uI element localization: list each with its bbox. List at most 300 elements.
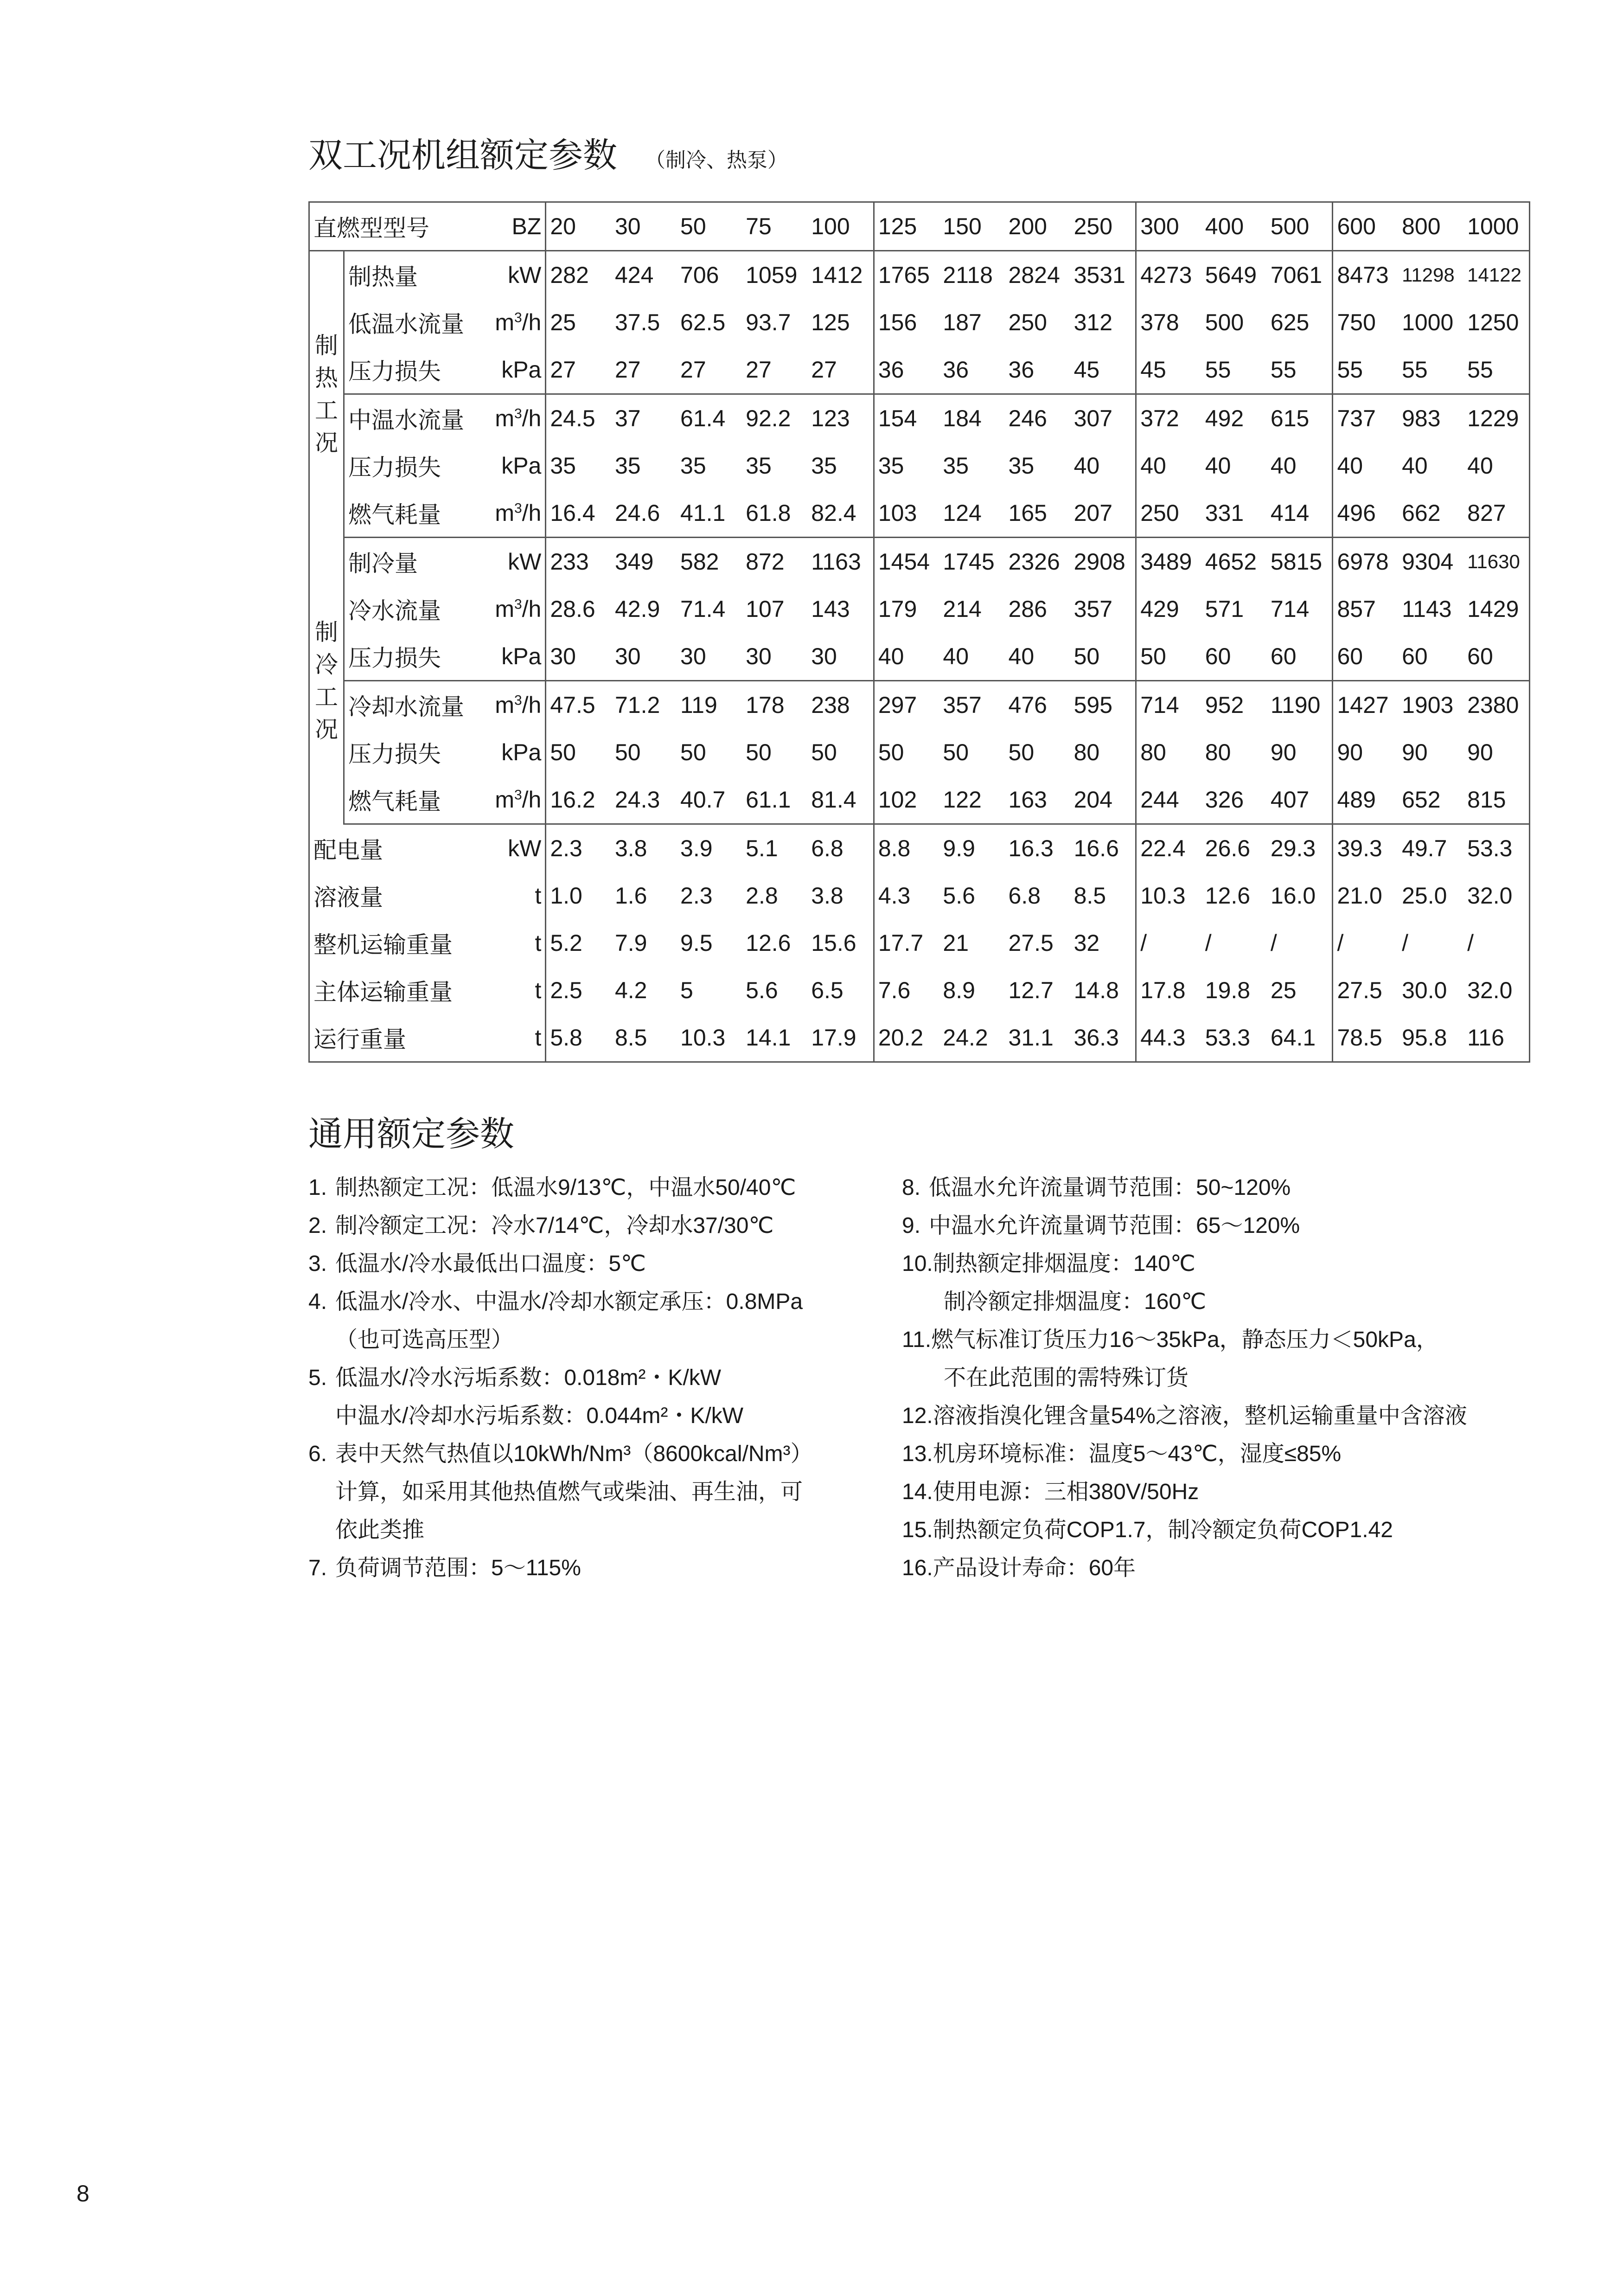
row-label: 冷却水流量: [344, 681, 486, 729]
note-number: 16.: [902, 1556, 933, 1580]
title-main: 双工况机组额定参数: [308, 136, 617, 174]
heating-group-label: [309, 251, 344, 538]
model-prefix: BZ: [486, 202, 546, 251]
value-cell: 40: [1333, 442, 1398, 489]
value-cell: 25: [1270, 977, 1297, 1003]
value-cell: 16.2: [546, 776, 611, 824]
value-cell: 35: [546, 442, 611, 489]
value-cell: 3531: [1073, 262, 1125, 288]
value-cell: 7.9: [614, 930, 647, 956]
row-label: 运行重量: [309, 1014, 486, 1062]
unit-base: m: [495, 309, 514, 335]
row-unit: t: [535, 930, 542, 956]
value-cell: 50: [811, 739, 837, 765]
row-unit: kW: [508, 835, 542, 861]
row-unit: t: [535, 883, 542, 909]
note-text: 制热额定排烟温度：140℃: [933, 1251, 1195, 1276]
table-row: [309, 346, 1530, 394]
value-cell: 31.1: [1005, 1014, 1070, 1062]
row-label: 冷水流量: [344, 585, 486, 633]
value-cell: 12.7: [1008, 977, 1054, 1003]
value-cell: 29.3: [1270, 835, 1316, 861]
value-cell: 8.9: [943, 977, 975, 1003]
row-label: 整机运输重量: [309, 919, 486, 967]
note-text: 负荷调节范围：5～115%: [335, 1556, 581, 1580]
value-cell: 11630: [1463, 538, 1529, 586]
value-cell: 407: [1267, 776, 1333, 824]
row-unit: kPa: [501, 739, 542, 765]
value-cell: 25.0: [1402, 883, 1447, 909]
note-item: [308, 1283, 893, 1359]
unit-base: m: [495, 596, 514, 622]
value-cell: 8.8: [874, 824, 939, 872]
model-number: 20: [546, 202, 611, 251]
row-unit: [486, 776, 546, 824]
value-cell: /: [1270, 930, 1277, 956]
value-cell: 50: [614, 739, 641, 765]
value-cell: 103: [874, 489, 939, 538]
unit-superscript: 3: [514, 406, 522, 422]
value-cell: 60: [1463, 633, 1529, 681]
value-cell: 14.8: [1073, 977, 1119, 1003]
value-cell: 27: [811, 357, 837, 383]
value-cell: 37.5: [614, 309, 660, 335]
value-cell: 49.7: [1402, 835, 1447, 861]
value-cell: 40.7: [677, 776, 742, 824]
value-cell: 80: [1136, 729, 1201, 776]
value-cell: 60: [1270, 643, 1297, 669]
value-cell: 5815: [1270, 549, 1323, 575]
value-cell: 55: [1402, 357, 1428, 383]
value-cell: 47.5: [546, 681, 611, 729]
value-cell: 27.5: [1333, 967, 1398, 1014]
row-label: 制热量: [344, 251, 486, 299]
model-number: 100: [807, 202, 874, 251]
notes-list-left: [308, 1169, 893, 1587]
value-cell: 1412: [811, 262, 863, 288]
value-cell: 489: [1333, 776, 1398, 824]
value-cell: 30: [614, 643, 641, 669]
note-item: [308, 1169, 893, 1207]
value-cell: 424: [614, 262, 654, 288]
value-cell: 204: [1070, 776, 1136, 824]
value-cell: 50: [680, 739, 706, 765]
note-text: 制冷额定排烟温度：160℃: [944, 1289, 1206, 1314]
value-cell: 90: [1402, 739, 1428, 765]
value-cell: 35: [614, 453, 641, 479]
value-cell: 2326: [1008, 549, 1060, 575]
note-item: [902, 1549, 1551, 1587]
value-cell: 20.2: [874, 1014, 939, 1062]
value-cell: 35: [943, 453, 969, 479]
value-cell: 93.7: [746, 309, 791, 335]
value-cell: 30: [811, 643, 837, 669]
note-text: 中温水/冷却水污垢系数：0.044m²・K/kW: [335, 1404, 744, 1428]
model-number: 50: [677, 202, 742, 251]
value-cell: 5649: [1205, 262, 1257, 288]
note-number: 11.: [902, 1328, 932, 1352]
value-cell: 80: [1205, 739, 1231, 765]
note-text: 低温水/冷水污垢系数：0.018m²・K/kW: [335, 1366, 722, 1390]
note-item: [902, 1511, 1551, 1549]
value-cell: 55: [1270, 357, 1297, 383]
value-cell: 40: [1136, 442, 1201, 489]
value-cell: 40: [1008, 643, 1035, 669]
value-cell: 40: [1270, 453, 1297, 479]
value-cell: 4.3: [874, 872, 939, 919]
model-number: 30: [611, 202, 677, 251]
value-cell: 36: [874, 346, 939, 394]
value-cell: 53.3: [1201, 1014, 1267, 1062]
value-cell: 1059: [746, 262, 798, 288]
table-row: [309, 967, 1530, 1014]
value-cell: 372: [1136, 394, 1201, 443]
value-cell: 40: [943, 643, 969, 669]
value-cell: 82.4: [807, 489, 874, 538]
value-cell: 2.5: [546, 967, 611, 1014]
value-cell: 16.4: [546, 489, 611, 538]
value-cell: 500: [1205, 309, 1244, 335]
value-cell: 30: [680, 643, 706, 669]
value-cell: 41.1: [677, 489, 742, 538]
value-cell: 21: [943, 930, 969, 956]
note-text: 制热额定负荷COP1.7，制冷额定负荷COP1.42: [933, 1518, 1393, 1542]
note-text: （也可选高压型）: [335, 1328, 514, 1352]
note-item: [308, 1549, 893, 1587]
value-cell: 2.3: [546, 824, 611, 872]
value-cell: 10.3: [1136, 872, 1201, 919]
value-cell: 492: [1201, 394, 1267, 443]
value-cell: 119: [677, 681, 742, 729]
unit-tail: /h: [522, 787, 542, 813]
value-cell: 116: [1463, 1014, 1529, 1062]
value-cell: 36: [943, 357, 969, 383]
table-row: [309, 538, 1530, 586]
model-number: 800: [1398, 202, 1463, 251]
value-cell: 50: [1136, 633, 1201, 681]
row-unit: [486, 299, 546, 346]
value-cell: 2380: [1463, 681, 1529, 729]
row-unit: kPa: [501, 643, 542, 669]
heating-group-label-text: 制热工况: [315, 333, 339, 456]
note-number: 2.: [308, 1213, 327, 1238]
note-text: 溶液指溴化锂含量54%之溶液，整机运输重量中含溶液: [933, 1404, 1467, 1428]
value-cell: 30: [546, 633, 611, 681]
value-cell: 8473: [1333, 251, 1398, 299]
value-cell: 50: [874, 729, 939, 776]
table-row: [309, 872, 1530, 919]
value-cell: 165: [1005, 489, 1070, 538]
value-cell: 872: [746, 549, 785, 575]
model-number: 125: [874, 202, 939, 251]
model-number: 300: [1136, 202, 1201, 251]
unit-tail: /h: [522, 692, 542, 718]
value-cell: 214: [943, 596, 982, 622]
value-cell: 827: [1463, 489, 1529, 538]
value-cell: 35: [874, 442, 939, 489]
note-text: 计算，如采用其他热值燃气或柴油、再生油，可: [335, 1480, 803, 1504]
note-number: 9.: [902, 1213, 921, 1238]
note-number: 12.: [902, 1404, 933, 1428]
value-cell: 24.6: [611, 489, 677, 538]
value-cell: 24.3: [611, 776, 677, 824]
note-text: 产品设计寿命：60年: [933, 1556, 1136, 1580]
note-text: 使用电源：三相380V/50Hz: [933, 1480, 1199, 1504]
value-cell: 244: [1136, 776, 1201, 824]
cooling-group-label-text: 制冷工况: [315, 619, 339, 743]
value-cell: 102: [874, 776, 939, 824]
value-cell: 95.8: [1398, 1014, 1463, 1062]
value-cell: 10.3: [677, 1014, 742, 1062]
row-label: 压力损失: [344, 442, 486, 489]
value-cell: 6.8: [1008, 883, 1041, 909]
unit-tail: /h: [522, 405, 542, 431]
value-cell: 9.5: [680, 930, 713, 956]
page-number: 8: [77, 2181, 89, 2206]
spec-table: [308, 201, 1530, 1063]
row-unit: kPa: [501, 357, 542, 383]
note-number: 14.: [902, 1480, 933, 1504]
table-row: [309, 729, 1530, 776]
value-cell: 40: [1463, 442, 1529, 489]
row-label: 低温水流量: [344, 299, 486, 346]
note-number: 7.: [308, 1556, 327, 1580]
row-unit: kW: [508, 262, 542, 288]
value-cell: 714: [1270, 596, 1310, 622]
value-cell: 12.6: [746, 930, 791, 956]
note-number: 8.: [902, 1175, 921, 1200]
value-cell: 1229: [1463, 394, 1529, 443]
note-item: [308, 1435, 893, 1549]
value-cell: 1143: [1402, 596, 1452, 622]
note-item: [308, 1359, 893, 1435]
value-cell: 312: [1073, 309, 1113, 335]
value-cell: /: [1205, 930, 1212, 956]
value-cell: 28.6: [546, 585, 611, 633]
note-text: 不在此范围的需特殊订货: [944, 1366, 1189, 1390]
value-cell: 857: [1333, 585, 1398, 633]
value-cell: 50: [546, 729, 611, 776]
model-number: 500: [1267, 202, 1333, 251]
value-cell: 19.8: [1205, 977, 1251, 1003]
value-cell: 50: [746, 739, 772, 765]
value-cell: 662: [1398, 489, 1463, 538]
value-cell: 1429: [1463, 585, 1529, 633]
row-unit: [486, 681, 546, 729]
title-subtitle: （制冷、热泵）: [645, 149, 788, 172]
note-number: 15.: [902, 1518, 933, 1542]
value-cell: 14.1: [742, 1014, 807, 1062]
value-cell: /: [1136, 919, 1201, 967]
value-cell: 1454: [874, 538, 939, 586]
value-cell: 1190: [1267, 681, 1333, 729]
value-cell: 26.6: [1205, 835, 1251, 861]
note-text: 低温水允许流量调节范围：50~120%: [929, 1175, 1291, 1200]
value-cell: 4273: [1136, 251, 1201, 299]
note-text: 制热额定工况：低温水9/13℃，中温水50/40℃: [335, 1175, 796, 1200]
value-cell: 53.3: [1463, 824, 1529, 872]
table-row: [309, 489, 1530, 538]
value-cell: /: [1333, 919, 1398, 967]
value-cell: 4652: [1205, 549, 1257, 575]
unit-superscript: 3: [514, 693, 522, 708]
value-cell: 64.1: [1267, 1014, 1333, 1062]
value-cell: 17.8: [1136, 967, 1201, 1014]
value-cell: 35: [680, 453, 706, 479]
model-number: 600: [1333, 202, 1398, 251]
note-number: 6.: [308, 1442, 327, 1466]
value-cell: 124: [939, 489, 1004, 538]
note-number: 10.: [902, 1251, 933, 1276]
value-cell: 61.8: [742, 489, 807, 538]
value-cell: 983: [1398, 394, 1463, 443]
note-number: 3.: [308, 1251, 327, 1276]
notes-list-right: [902, 1169, 1551, 1587]
value-cell: 571: [1205, 596, 1244, 622]
value-cell: 250: [1008, 309, 1047, 335]
value-cell: 81.4: [807, 776, 874, 824]
value-cell: 45: [1136, 346, 1201, 394]
value-cell: 55: [1205, 357, 1231, 383]
value-cell: 3489: [1136, 538, 1201, 586]
value-cell: 125: [811, 309, 850, 335]
value-cell: 61.4: [677, 394, 742, 443]
value-cell: 45: [1073, 357, 1100, 383]
row-label: 压力损失: [344, 633, 486, 681]
note-item: [308, 1245, 893, 1283]
table-row: [309, 919, 1530, 967]
model-number: 250: [1070, 202, 1136, 251]
cooling-group-label: [309, 538, 344, 824]
value-cell: 50: [1008, 739, 1035, 765]
value-cell: 36.3: [1070, 1014, 1136, 1062]
value-cell: 143: [811, 596, 850, 622]
value-cell: 178: [742, 681, 807, 729]
value-cell: 582: [680, 549, 719, 575]
table-row: [309, 1014, 1530, 1062]
value-cell: 2.3: [680, 883, 713, 909]
value-cell: 9.9: [943, 835, 975, 861]
row-label: 燃气耗量: [344, 776, 486, 824]
row-label: 制冷量: [344, 538, 486, 586]
model-number: 150: [939, 202, 1004, 251]
value-cell: 307: [1070, 394, 1136, 443]
table-row: [309, 442, 1530, 489]
value-cell: 184: [939, 394, 1004, 443]
value-cell: 2.8: [746, 883, 778, 909]
value-cell: 233: [546, 538, 611, 586]
note-text: 低温水/冷水最低出口温度：5℃: [335, 1251, 646, 1276]
value-cell: 17.9: [807, 1014, 874, 1062]
row-label: 压力损失: [344, 729, 486, 776]
row-unit: kW: [508, 549, 542, 575]
table-row: [309, 776, 1530, 824]
value-cell: 5.2: [546, 919, 611, 967]
table-row: [309, 251, 1530, 299]
value-cell: 62.5: [680, 309, 726, 335]
unit-base: m: [495, 500, 514, 526]
value-cell: 35: [746, 453, 772, 479]
note-text: 低温水/冷水、中温水/冷却水额定承压：0.8MPa: [335, 1289, 803, 1314]
value-cell: 2118: [943, 262, 993, 288]
value-cell: 5.6: [746, 977, 778, 1003]
value-cell: 156: [874, 299, 939, 346]
model-number: 400: [1201, 202, 1267, 251]
value-cell: 44.3: [1136, 1014, 1201, 1062]
value-cell: 750: [1333, 299, 1398, 346]
value-cell: 3.9: [680, 835, 713, 861]
value-cell: 163: [1005, 776, 1070, 824]
value-cell: 6.8: [811, 835, 843, 861]
value-cell: 24.2: [939, 1014, 1004, 1062]
value-cell: 952: [1201, 681, 1267, 729]
value-cell: 7.6: [874, 967, 939, 1014]
value-cell: 207: [1070, 489, 1136, 538]
table-row: [309, 299, 1530, 346]
value-cell: 5.1: [746, 835, 778, 861]
value-cell: /: [1463, 919, 1529, 967]
note-text: 表中天然气热值以10kWh/Nm³（8600kcal/Nm³）: [335, 1442, 813, 1466]
row-label: 配电量: [309, 824, 486, 872]
value-cell: 21.0: [1333, 872, 1398, 919]
value-cell: 737: [1333, 394, 1398, 443]
value-cell: 615: [1267, 394, 1333, 443]
value-cell: 60: [1333, 633, 1398, 681]
value-cell: 11298: [1402, 264, 1455, 286]
value-cell: 357: [939, 681, 1004, 729]
value-cell: 25: [546, 299, 611, 346]
value-cell: 15.6: [811, 930, 856, 956]
table-row: [309, 633, 1530, 681]
value-cell: 27: [614, 357, 641, 383]
value-cell: 32.0: [1463, 872, 1529, 919]
value-cell: 429: [1136, 585, 1201, 633]
note-number: 1.: [308, 1175, 327, 1200]
value-cell: 8.5: [1073, 883, 1106, 909]
value-cell: 625: [1270, 309, 1310, 335]
value-cell: 496: [1333, 489, 1398, 538]
value-cell: 3.8: [811, 883, 843, 909]
value-cell: 6.5: [811, 977, 843, 1003]
row-label: 主体运输重量: [309, 967, 486, 1014]
value-cell: 595: [1070, 681, 1136, 729]
row-label: 压力损失: [344, 346, 486, 394]
value-cell: 2824: [1008, 262, 1060, 288]
value-cell: 107: [746, 596, 785, 622]
note-text: 依此类推: [335, 1518, 425, 1542]
value-cell: 90: [1333, 729, 1398, 776]
value-cell: 24.5: [546, 394, 611, 443]
value-cell: 250: [1136, 489, 1201, 538]
unit-base: m: [495, 692, 514, 718]
value-cell: 42.9: [614, 596, 660, 622]
page-title: [308, 132, 788, 184]
table-row: [309, 394, 1530, 443]
value-cell: 27.5: [1008, 930, 1054, 956]
value-cell: 30: [746, 643, 772, 669]
value-cell: 17.7: [874, 919, 939, 967]
value-cell: 286: [1008, 596, 1047, 622]
value-cell: 78.5: [1333, 1014, 1398, 1062]
model-number: 1000: [1463, 202, 1529, 251]
value-cell: 27: [546, 346, 611, 394]
model-label: 直燃型型号: [309, 202, 486, 251]
row-unit: t: [535, 977, 542, 1003]
value-cell: 706: [680, 262, 719, 288]
note-item: [902, 1397, 1551, 1435]
note-item: [902, 1169, 1551, 1207]
value-cell: 22.4: [1136, 824, 1201, 872]
